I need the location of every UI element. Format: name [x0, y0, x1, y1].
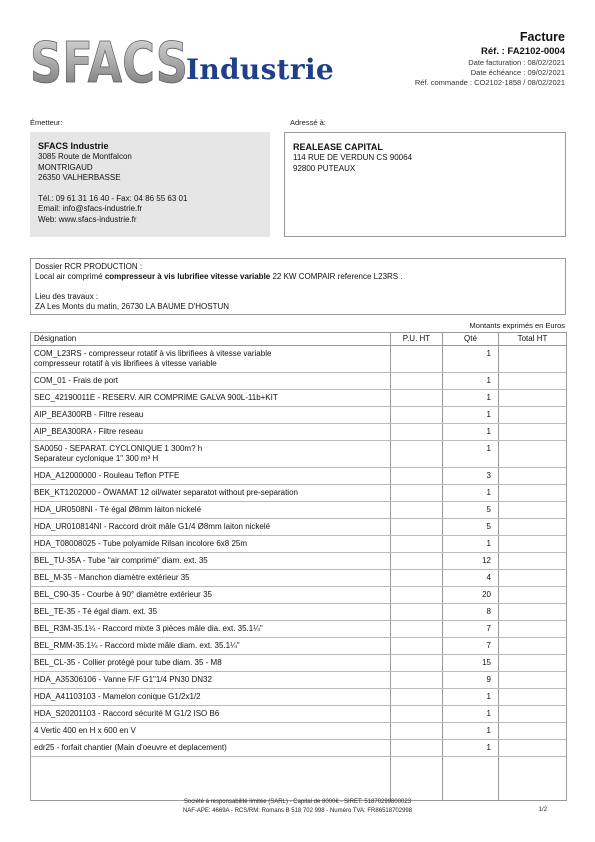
- item-description: Separateur cyclonique 1" 300 m³ H: [34, 454, 159, 463]
- cell-unit-price: [391, 621, 443, 638]
- cell-unit-price: [391, 536, 443, 553]
- currency-note: Montants exprimés en Euros: [469, 321, 565, 330]
- table-row: [31, 689, 567, 706]
- cell-unit-price: [391, 638, 443, 655]
- cell-unit-price: [391, 723, 443, 740]
- item-designation: HDA_S20201103 - Raccord sécurité M G1/2 ISO B6: [34, 709, 220, 718]
- emitter-address-line: 26350 VALHERBASSE: [38, 173, 121, 182]
- cell-designation: [31, 655, 391, 672]
- cell-total: [499, 536, 567, 553]
- item-designation: BEL_CL-35 - Collier protégé pour tube diam. 35 - M8: [34, 658, 222, 667]
- recipient-label: Adressé à:: [290, 118, 326, 127]
- cell-unit-price: [391, 373, 443, 390]
- cell-unit-price: [391, 706, 443, 723]
- cell-quantity: 7: [443, 638, 499, 655]
- cell-total: [499, 424, 567, 441]
- cell-unit-price: [391, 587, 443, 604]
- cell-quantity: 7: [443, 621, 499, 638]
- cell-total: [499, 373, 567, 390]
- cell-designation: [31, 740, 391, 757]
- cell-designation: [31, 407, 391, 424]
- column-header-total: Total HT: [499, 333, 567, 346]
- invoice-title: Facture: [519, 30, 565, 44]
- cell-total: [499, 570, 567, 587]
- emitter-email: Email: info@sfacs-industrie.fr: [38, 204, 143, 213]
- cell-total: [499, 706, 567, 723]
- recipient-block: [284, 132, 566, 237]
- empty-cell: [499, 757, 567, 801]
- item-designation: AIP_BEA300RB - Filtre reseau: [34, 410, 144, 419]
- cell-quantity: 1: [443, 390, 499, 407]
- cell-total: [499, 672, 567, 689]
- cell-total: [499, 655, 567, 672]
- cell-unit-price: [391, 553, 443, 570]
- cell-designation: [31, 519, 391, 536]
- item-designation: BEL_R3M-35.1¼ - Raccord mixte 3 pièces mâle dia. ext. 35.1¼": [34, 624, 263, 633]
- item-designation: COM_L23RS - compresseur rotatif à vis librifiees à vitesse variable: [34, 349, 272, 358]
- emitter-phone: Tél.: 09 61 31 16 40 - Fax: 04 86 55 63 01: [38, 193, 188, 203]
- cell-quantity: 8: [443, 604, 499, 621]
- table-row: [31, 570, 567, 587]
- cell-designation: [31, 468, 391, 485]
- table-row: [31, 604, 567, 621]
- cell-quantity: 1: [443, 346, 499, 373]
- item-designation: 4 Vertic 400 en H x 600 en V: [34, 726, 136, 735]
- emitter-web: Web: www.sfacs-industrie.fr: [38, 214, 137, 224]
- cell-total: [499, 587, 567, 604]
- cell-designation: [31, 672, 391, 689]
- empty-cell: [443, 757, 499, 801]
- cell-designation: [31, 441, 391, 468]
- table-row: [31, 424, 567, 441]
- table-row: [31, 373, 567, 390]
- column-header-unit-price: P.U. HT: [391, 333, 443, 346]
- item-designation: HDA_UR0508NI - Té égal Ø8mm laiton nickelé: [34, 505, 202, 514]
- invoice-items-table: [30, 332, 567, 801]
- cell-quantity: 1: [443, 441, 499, 468]
- cell-quantity: 20: [443, 587, 499, 604]
- legal-footer: [0, 798, 595, 816]
- dossier-title: Dossier RCR PRODUCTION :: [35, 262, 143, 271]
- cell-unit-price: [391, 346, 443, 373]
- cell-total: [499, 390, 567, 407]
- logo-mark: [30, 30, 190, 96]
- item-designation: BEL_M-35 - Manchon diamètre extérieur 35: [34, 573, 190, 582]
- table-row: [31, 519, 567, 536]
- cell-quantity: 1: [443, 485, 499, 502]
- cell-total: [499, 621, 567, 638]
- empty-cell: [391, 757, 443, 801]
- column-header-quantity: Qté: [443, 333, 499, 346]
- table-row: [31, 672, 567, 689]
- cell-designation: [31, 485, 391, 502]
- invoice-ref: Réf. : FA2102-0004: [481, 46, 565, 57]
- item-designation: BEL_TU-35A - Tube "air comprimé" diam. ext. 35: [34, 556, 208, 565]
- cell-quantity: 1: [443, 407, 499, 424]
- invoice-date: Date facturation : 08/02/2021: [468, 58, 565, 67]
- emitter-block: [30, 132, 270, 237]
- item-designation: HDA_UR010814NI - Raccord droit mâle G1/4 Ø8mm laiton nickelé: [34, 522, 271, 531]
- recipient-name: REALEASE CAPITAL: [293, 142, 383, 152]
- cell-total: [499, 502, 567, 519]
- cell-quantity: 3: [443, 468, 499, 485]
- cell-quantity: 4: [443, 570, 499, 587]
- cell-designation: [31, 373, 391, 390]
- item-designation: BEL_TE-35 - Té égal diam. ext. 35: [34, 607, 158, 616]
- item-designation: AIP_BEA300RA - Filtre reseau: [34, 427, 143, 436]
- cell-designation: [31, 424, 391, 441]
- item-designation: SA0050 - SEPARAT. CYCLONIQUE 1 300m? h: [34, 444, 203, 453]
- table-row: [31, 407, 567, 424]
- cell-unit-price: [391, 689, 443, 706]
- cell-quantity: 15: [443, 655, 499, 672]
- table-row: [31, 706, 567, 723]
- cell-quantity: 1: [443, 740, 499, 757]
- worksite-label: Lieu des travaux :: [35, 292, 99, 301]
- item-designation: HDA_T08008025 - Tube polyamide Rilsan incolore 6x8 25m: [34, 539, 248, 548]
- table-header-row: [31, 333, 567, 346]
- cell-total: [499, 519, 567, 536]
- dossier-block: [30, 258, 566, 315]
- table-row: [31, 441, 567, 468]
- cell-designation: [31, 390, 391, 407]
- cell-quantity: 1: [443, 706, 499, 723]
- cell-unit-price: [391, 390, 443, 407]
- cell-total: [499, 407, 567, 424]
- cell-total: [499, 604, 567, 621]
- item-designation: BEK_KT1202000 - ÖWAMAT 12 oil/water separatot without pre-separation: [34, 488, 298, 497]
- cell-designation: [31, 638, 391, 655]
- emitter-label: Émetteur:: [30, 118, 63, 127]
- cell-total: [499, 441, 567, 468]
- cell-unit-price: [391, 655, 443, 672]
- logo-word: Industrie: [186, 53, 334, 86]
- cell-quantity: 1: [443, 424, 499, 441]
- cell-unit-price: [391, 519, 443, 536]
- cell-total: [499, 553, 567, 570]
- table-row: [31, 740, 567, 757]
- cell-quantity: 1: [443, 373, 499, 390]
- cell-designation: [31, 621, 391, 638]
- emitter-address-line: 3085 Route de Montfalcon: [38, 152, 132, 161]
- cell-designation: [31, 570, 391, 587]
- cell-designation: [31, 723, 391, 740]
- footer-registration-info: NAF-APE: 4669A - RCS/RM: Romans B 518 702 998 - Numéro TVA: FR86518702998: [182, 808, 413, 814]
- item-designation: COM_01 - Frais de port: [34, 376, 119, 385]
- logo-mark-text: SFACS: [30, 31, 188, 96]
- invoice-header: [305, 30, 565, 88]
- item-designation: BEL_RMM-35.1¼ - Raccord mixte mâle diam. ext. 35.1¼": [34, 641, 240, 650]
- cell-total: [499, 740, 567, 757]
- cell-designation: [31, 346, 391, 373]
- cell-unit-price: [391, 570, 443, 587]
- emitter-address-line: MONTRIGAUD: [38, 162, 93, 172]
- cell-unit-price: [391, 485, 443, 502]
- emitter-name: SFACS Industrie: [38, 141, 109, 151]
- cell-total: [499, 485, 567, 502]
- cell-unit-price: [391, 468, 443, 485]
- invoice-due-date: Date échéance : 09/02/2021: [470, 68, 565, 77]
- cell-quantity: 1: [443, 689, 499, 706]
- footer-company-info: Société à responsabilité limitée (SARL) - Capital de 8000€ - SIRET: 51870299800023: [183, 799, 412, 805]
- cell-total: [499, 638, 567, 655]
- cell-designation: [31, 689, 391, 706]
- table-row: [31, 587, 567, 604]
- cell-unit-price: [391, 502, 443, 519]
- cell-quantity: 5: [443, 502, 499, 519]
- company-logo: [30, 30, 334, 96]
- cell-designation: [31, 553, 391, 570]
- cell-total: [499, 689, 567, 706]
- table-row: [31, 655, 567, 672]
- table-row: [31, 553, 567, 570]
- cell-unit-price: [391, 604, 443, 621]
- invoice-order-ref: Réf. commande : CO2102-1858 / 08/02/2021: [414, 78, 565, 87]
- column-header-designation: Désignation: [31, 333, 391, 346]
- table-row: [31, 468, 567, 485]
- cell-designation: [31, 502, 391, 519]
- item-designation: SEC_42190011E - RESERV. AIR COMPRIME GALVA 900L-11b+KIT: [34, 393, 278, 402]
- cell-quantity: 5: [443, 519, 499, 536]
- cell-unit-price: [391, 424, 443, 441]
- cell-quantity: 9: [443, 672, 499, 689]
- item-description: compresseur rotatif à vis librifiees à vitesse variable: [34, 359, 217, 368]
- recipient-address-line: 92800 PUTEAUX: [293, 163, 356, 173]
- table-filler-row: [31, 757, 567, 801]
- cell-designation: [31, 536, 391, 553]
- recipient-address-line: 114 RUE DE VERDUN CS 90064: [293, 153, 413, 162]
- cell-total: [499, 468, 567, 485]
- cell-total: [499, 346, 567, 373]
- table-row: [31, 390, 567, 407]
- cell-total: [499, 723, 567, 740]
- page-number: 1/2: [538, 807, 547, 813]
- table-row: [31, 536, 567, 553]
- cell-quantity: 1: [443, 536, 499, 553]
- table-row: [31, 638, 567, 655]
- item-designation: HDA_A35306106 - Vanne F/F G1"1/4 PN30 DN32: [34, 675, 212, 684]
- cell-designation: [31, 706, 391, 723]
- cell-quantity: 12: [443, 553, 499, 570]
- item-designation: HDA_A12000000 - Rouleau Teflon PTFE: [34, 471, 180, 480]
- cell-quantity: 1: [443, 723, 499, 740]
- item-designation: BEL_C90-35 - Courbe à 90° diamètre extérieur 35: [34, 590, 212, 599]
- cell-designation: [31, 587, 391, 604]
- cell-unit-price: [391, 672, 443, 689]
- item-designation: edr25 - forfait chantier (Main d'oeuvre et deplacement): [34, 743, 227, 752]
- table-row: [31, 621, 567, 638]
- cell-unit-price: [391, 441, 443, 468]
- table-row: [31, 485, 567, 502]
- table-row: [31, 723, 567, 740]
- table-row: [31, 502, 567, 519]
- cell-unit-price: [391, 407, 443, 424]
- worksite-address: ZA Les Monts du matin, 26730 LA BAUME D'HOSTUN: [35, 302, 230, 311]
- item-designation: HDA_A41103103 - Mamelon conique G1/2x1/2: [34, 692, 201, 701]
- cell-designation: [31, 604, 391, 621]
- cell-unit-price: [391, 740, 443, 757]
- empty-cell: [31, 757, 391, 801]
- dossier-description: Local air comprimé compresseur à vis lubrifiee vitesse variable 22 KW COMPAIR reference L23RS .: [35, 272, 403, 281]
- table-row: [31, 346, 567, 373]
